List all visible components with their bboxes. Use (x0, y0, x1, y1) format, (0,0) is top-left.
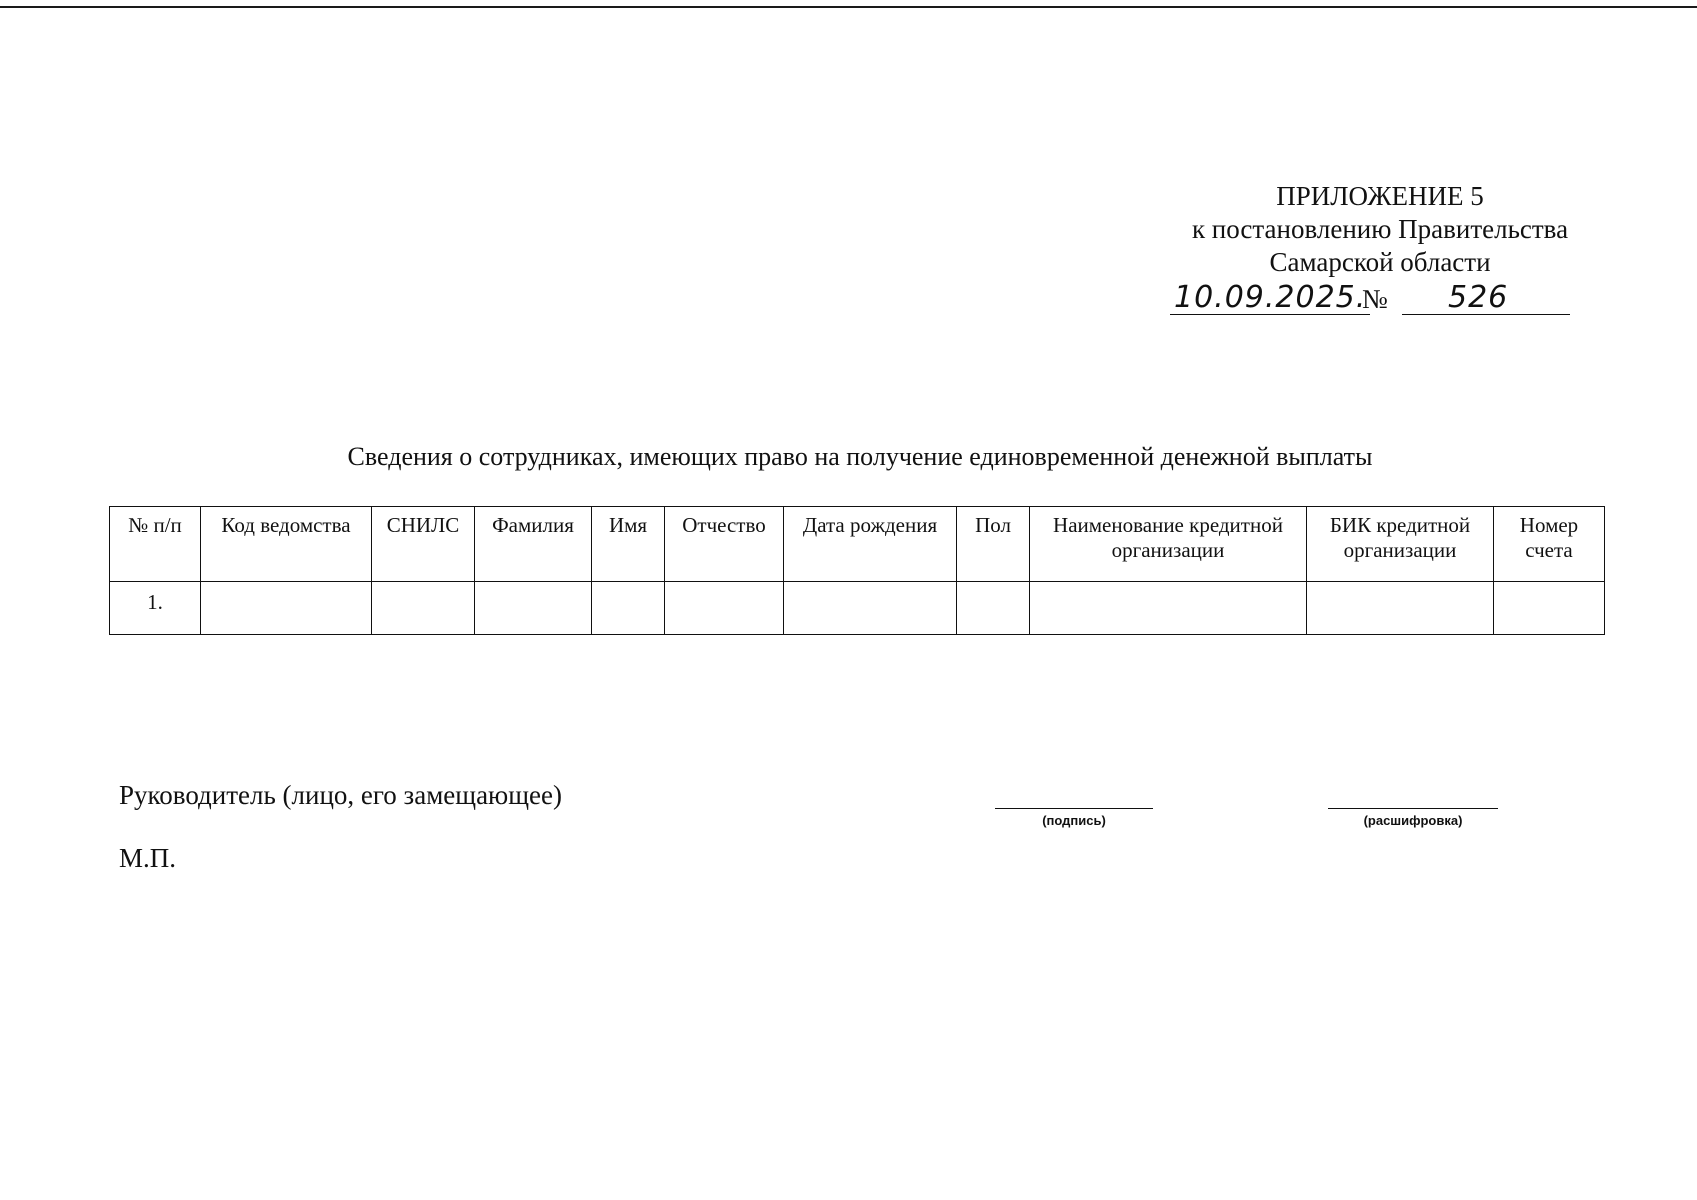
table-cell (784, 582, 957, 635)
decree-date-number (1130, 281, 1630, 327)
col-header-account: Номер счета (1494, 507, 1605, 582)
decryption-field (1328, 808, 1498, 828)
signature-caption: (подпись) (1042, 813, 1106, 828)
document-title: Сведения о сотрудниках, имеющих право на получение единовременной денежной выплаты (347, 442, 1373, 471)
col-header-snils: СНИЛС (372, 507, 475, 582)
appendix-region: Самарской области (1269, 247, 1491, 277)
col-header-number: № п/п (110, 507, 201, 582)
signature-field (995, 808, 1153, 828)
table-cell (1494, 582, 1605, 635)
col-header-sex: Пол (957, 507, 1030, 582)
col-header-patronymic: Отчество (665, 507, 784, 582)
col-header-dept-code: Код ведомства (201, 507, 372, 582)
employees-table (109, 506, 1605, 635)
decree-date-handwritten: 10.09.2025. (1170, 281, 1370, 315)
table-cell (1307, 582, 1494, 635)
table-cell: 1. (110, 582, 201, 635)
head-signatory-label: Руководитель (лицо, его замещающее) (119, 780, 562, 810)
appendix-header (1130, 180, 1630, 327)
top-border-rule (0, 6, 1697, 8)
col-header-name: Имя (592, 507, 665, 582)
table-cell (372, 582, 475, 635)
col-header-bank-name: Наименование кредитной организации (1030, 507, 1307, 582)
col-header-surname: Фамилия (475, 507, 592, 582)
decryption-caption: (расшифровка) (1363, 813, 1463, 828)
table-header-row (110, 507, 1605, 582)
table-cell (665, 582, 784, 635)
decree-number-handwritten: 526 (1402, 281, 1570, 315)
table-cell (592, 582, 665, 635)
col-header-bank-bik: БИК кредитной организации (1307, 507, 1494, 582)
number-sign: № (1362, 284, 1388, 314)
table-cell (1030, 582, 1307, 635)
table-cell (475, 582, 592, 635)
table-row (110, 582, 1605, 635)
signature-line (995, 808, 1153, 809)
decryption-line (1328, 808, 1498, 809)
col-header-birth-date: Дата рождения (784, 507, 957, 582)
appendix-title: ПРИЛОЖЕНИЕ 5 (1276, 181, 1484, 211)
appendix-decree: к постановлению Правительства (1191, 214, 1569, 244)
stamp-label: М.П. (119, 843, 177, 873)
table-cell (201, 582, 372, 635)
table-cell (957, 582, 1030, 635)
